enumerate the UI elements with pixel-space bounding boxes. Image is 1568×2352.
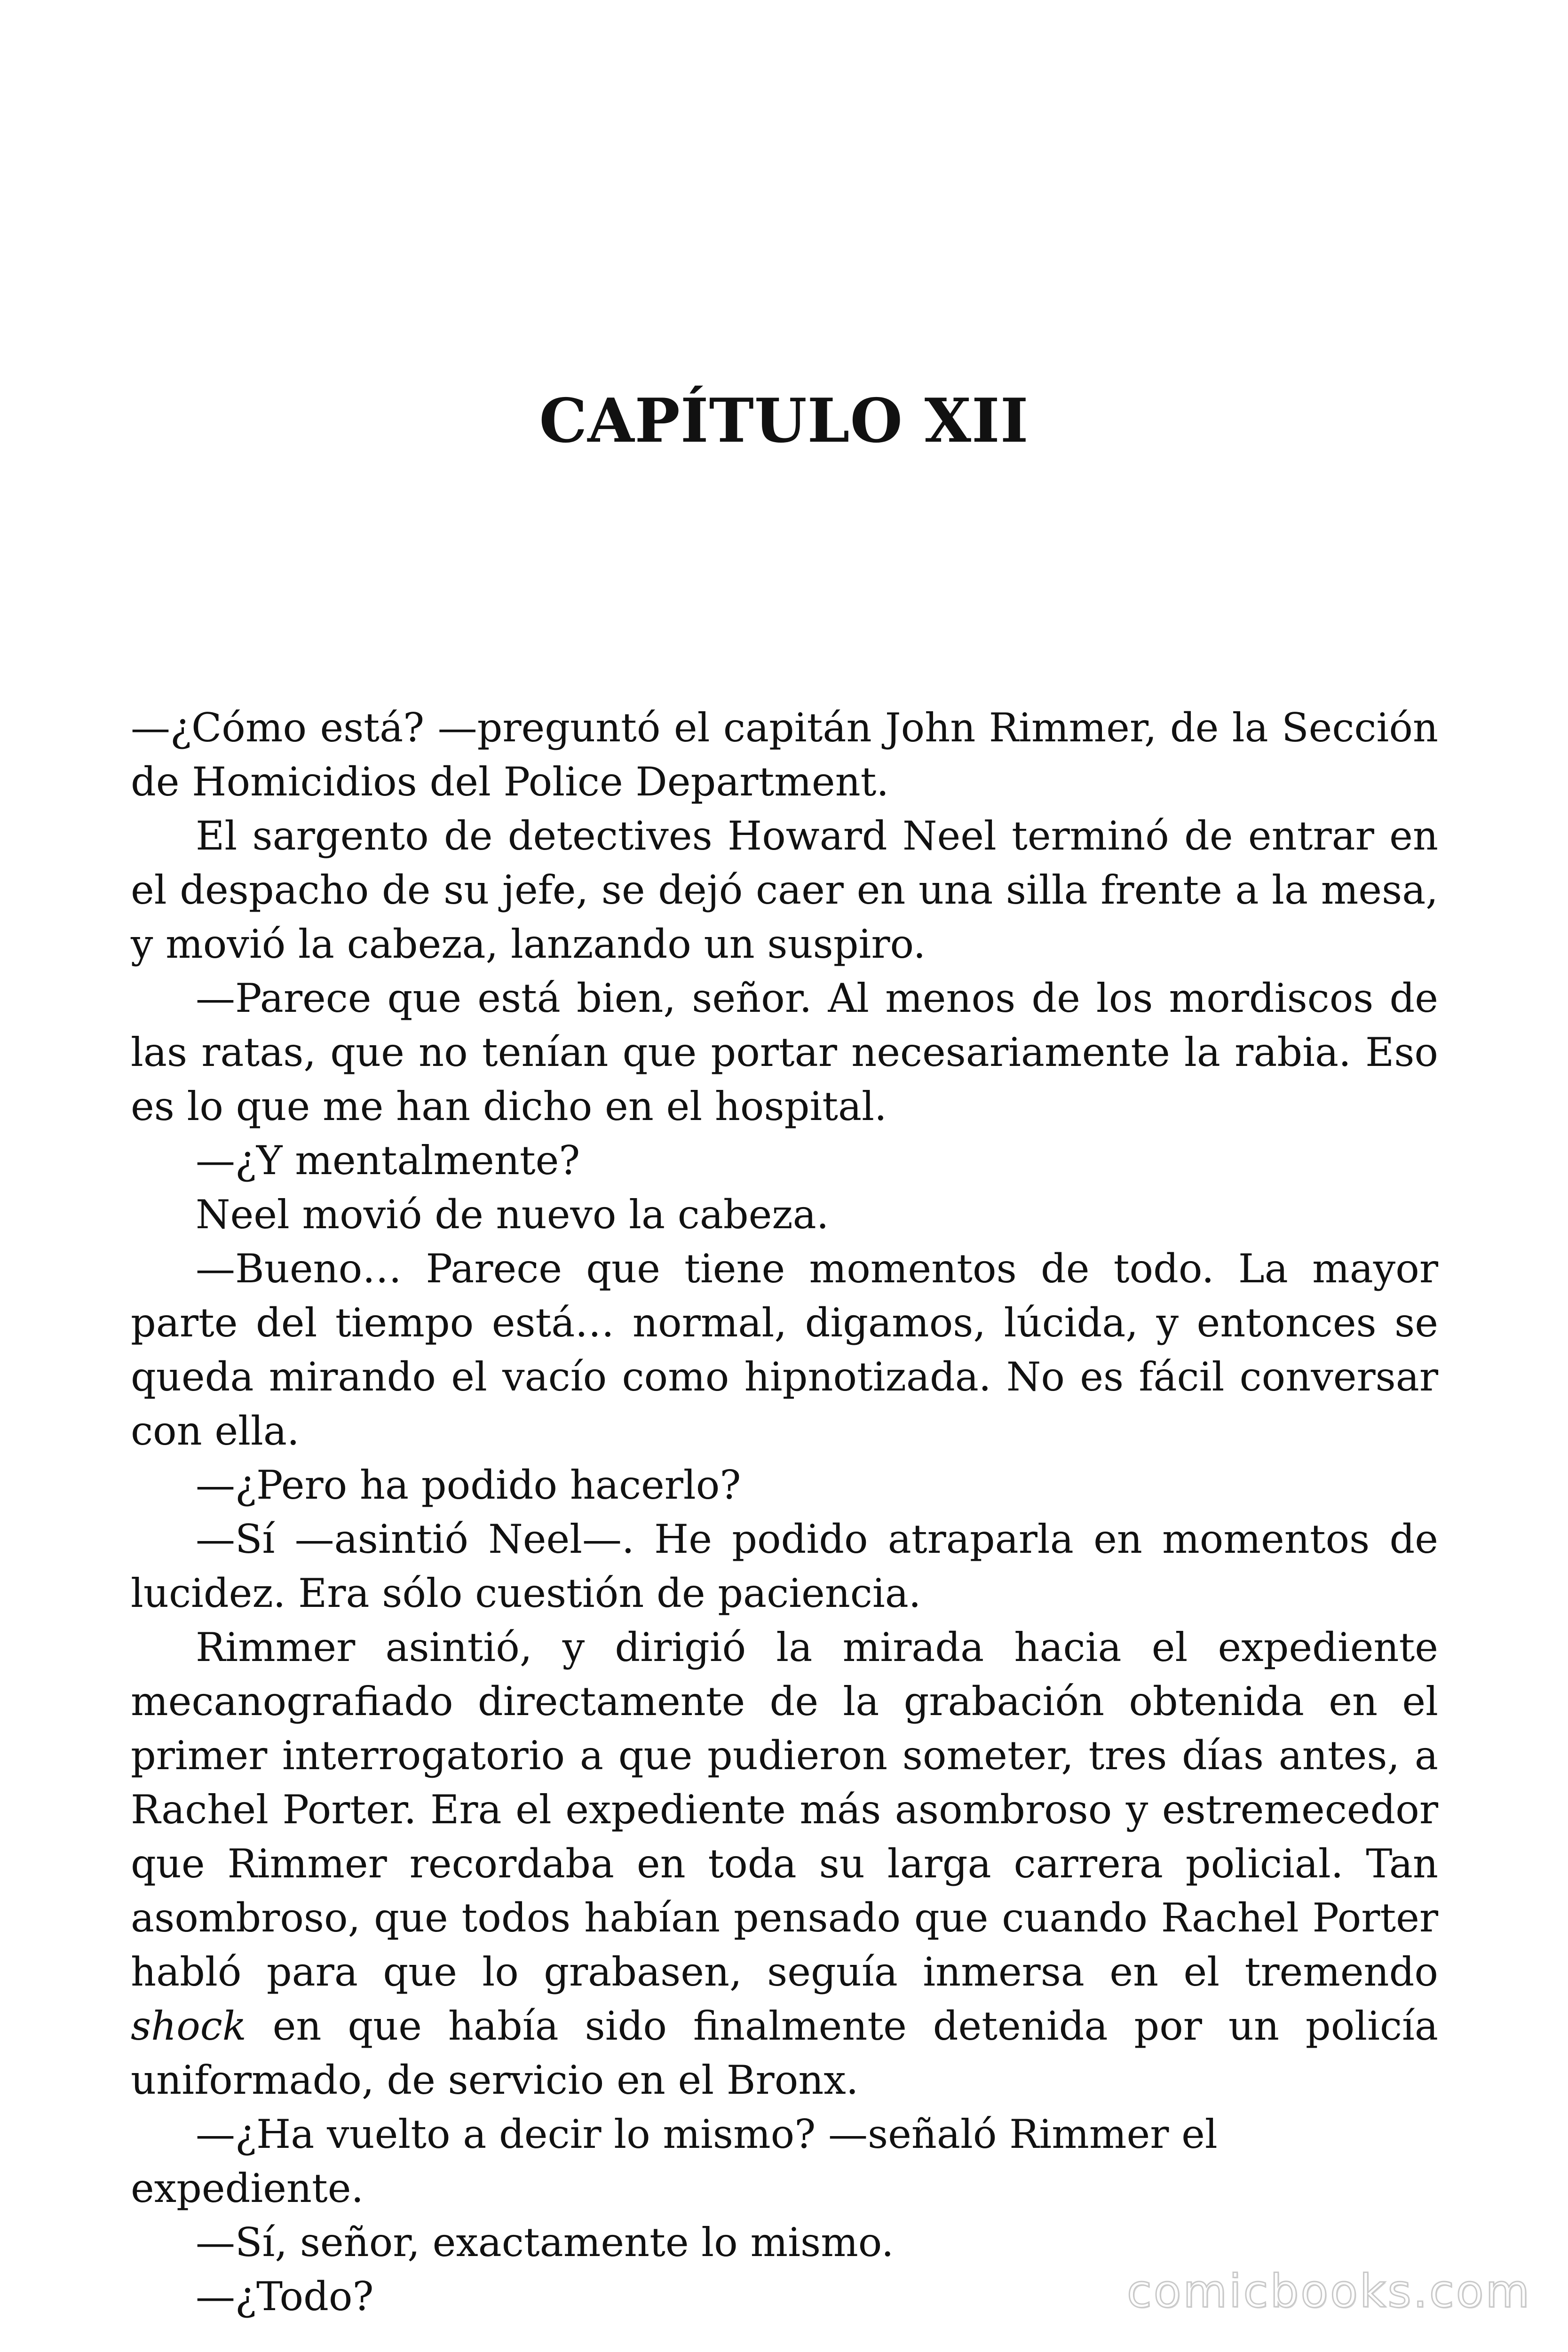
paragraph: —Bueno… Parece que tiene momentos de todo. La mayor parte del tiempo está… normal, digamos, lúcida, y entonces se queda mirando el vacío como hipnotizada. No es fácil conversar con ella. [131,1246,1438,1454]
paragraph [131,1621,1438,2107]
watermark: comicbooks.com [1126,2265,1531,2318]
paragraph: Neel movió de nuevo la cabeza. [196,1192,829,1238]
chapter-body [131,701,1438,2324]
paragraph: —¿Y mentalmente? [196,1137,580,1184]
paragraph: —Sí —asintió Neel—. He podido atraparla en momentos de lucidez. Era sólo cuestión de paciencia. [131,1516,1438,1616]
paragraph: —¿Pero ha podido hacerlo? [196,1462,741,1508]
paragraph: —¿Todo? [196,2273,374,2320]
paragraph: —Sí, señor, exactamente lo mismo. [196,2219,894,2265]
chapter-title: CAPÍTULO XII [539,386,1029,456]
paragraph-text: en que había sido finalmente detenida por un policía uniformado, de servicio en el Bronx. [131,2003,1438,2103]
paragraph: —¿Cómo está? —preguntó el capitán John Rimmer, de la Sección de Homicidios del Police Department. [131,705,1438,805]
paragraph: —Parece que está bien, señor. Al menos de los mordiscos de las ratas, que no tenían que portar necesariamente la rabia. Eso es lo que me han dicho en el hospital. [131,975,1438,1129]
paragraph-text: Rimmer asintió, y dirigió la mirada hacia el expediente mecanografiado directamente de la grabación obtenida en el primer interrogatorio a que pudieron someter, tres días antes, a Rachel Porter. Era el expediente más asombroso y estremecedor que Rimmer recordaba en toda su larga carrera policial. Tan asombroso, que todos habían pensado que cuando Rachel Porter habló para que lo grabasen, seguía inmersa en el tremendo [131,1624,1438,1995]
paragraph: El sargento de detectives Howard Neel terminó de entrar en el despacho de su jefe, se dejó caer en una silla frente a la mesa, y movió la cabeza, lanzando un suspiro. [131,813,1438,967]
italic-word: shock [131,2003,246,2049]
paragraph: —¿Ha vuelto a decir lo mismo? —señaló Rimmer el expediente. [131,2111,1218,2211]
